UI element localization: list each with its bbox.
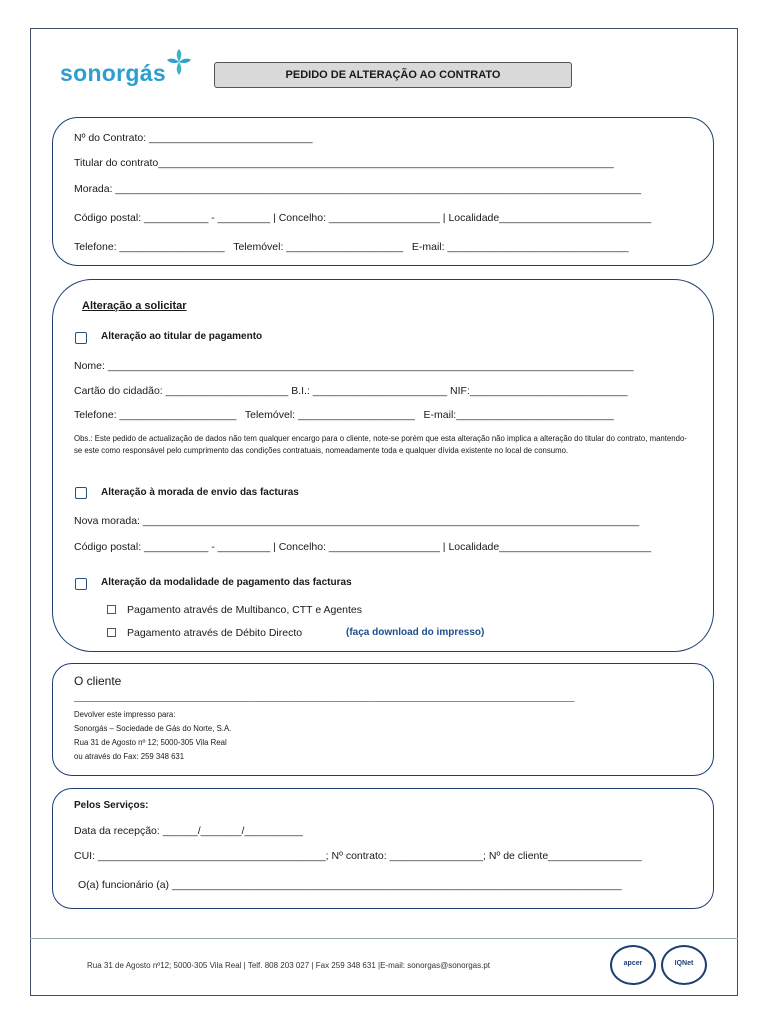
employee-field[interactable]: O(a) funcionário (a) _____________________________________________________________________________	[78, 879, 622, 891]
company-address: Rua 31 de Agosto nº 12; 5000-305 Vila Real	[74, 738, 227, 747]
holder-change-checkbox[interactable]	[75, 332, 87, 344]
phone-fields[interactable]: Telefone: __________________ Telemóvel: ____________________ E-mail: _______________________________	[74, 241, 629, 253]
apcer-label: apcer	[623, 960, 643, 967]
leaf-icon	[166, 48, 192, 76]
download-form-link[interactable]: (faça download do impresso)	[346, 627, 485, 638]
address-change-checkbox[interactable]	[75, 487, 87, 499]
new-address-field[interactable]: Nova morada: _____________________________________________________________________________________	[74, 515, 640, 527]
payment-change-label: Alteração da modalidade de pagamento das facturas	[101, 577, 352, 588]
company-fax: ou através do Fax: 259 348 631	[74, 752, 185, 761]
direct-debit-checkbox[interactable]	[107, 628, 116, 637]
new-phone-fields[interactable]: Telefone: ____________________ Telemóvel: ____________________ E-mail:___________________________	[74, 409, 614, 421]
multibanco-label: Pagamento através de Multibanco, CTT e Agentes	[127, 604, 363, 616]
postal-code-field[interactable]: Código postal: ___________ - _________ | Concelho: ___________________ | Localidade__________________________	[74, 212, 652, 224]
contract-number-field[interactable]: Nº do Contrato: ____________________________	[74, 132, 313, 144]
address-field[interactable]: Morada: __________________________________________________________________________________________	[74, 183, 641, 195]
client-signature-line[interactable]: ____________________________________________________________________________________________________	[74, 692, 575, 702]
sonorgas-logo	[60, 48, 190, 88]
footer-divider	[30, 938, 738, 939]
name-field[interactable]: Nome: __________________________________________________________________________________________	[74, 360, 634, 372]
form-title: PEDIDO DE ALTERAÇÃO AO CONTRATO	[214, 62, 572, 88]
payment-change-checkbox[interactable]	[75, 578, 87, 590]
logo-wordmark: sonorgás	[60, 60, 166, 86]
address-change-label: Alteração à morada de envio das facturas	[101, 487, 299, 498]
observation-note: Obs.: Este pedido de actualização de dados não tem qualquer encargo para o cliente, note-se porém que esta alteração não implica a alteração do titular do contrato, mantendo-se este como responsável pelo cumprimento das condições contratuais, nomeadamente toda e qualquer dívida existente no local de consumo.	[74, 434, 687, 455]
apcer-certification-badge	[610, 945, 656, 985]
change-heading: Alteração a solicitar	[82, 300, 187, 312]
footer-contact: Rua 31 de Agosto nº12; 5000-305 Vila Real | Telf. 808 203 027 | Fax 259 348 631 |E-mail: sonorgas@sonorgas.pt	[87, 961, 491, 970]
services-heading: Pelos Serviços:	[74, 800, 149, 811]
reception-date-field[interactable]: Data da recepção: ______/_______/__________	[74, 825, 303, 837]
holder-change-label: Alteração ao titular de pagamento	[101, 331, 263, 342]
contract-holder-field[interactable]: Titular do contrato______________________________________________________________________________	[74, 157, 614, 169]
iqnet-certification-badge	[661, 945, 707, 985]
multibanco-checkbox[interactable]	[107, 605, 116, 614]
direct-debit-label: Pagamento através de Débito Directo	[127, 627, 303, 639]
id-fields[interactable]: Cartão do cidadão: _____________________ B.I.: _______________________ NIF:___________________________	[74, 385, 628, 397]
iqnet-label: IQNet	[674, 960, 694, 967]
company-name: Sonorgás – Sociedade de Gás do Norte, S.A.	[74, 724, 232, 733]
client-label: O cliente	[74, 674, 122, 688]
cui-contract-client-fields[interactable]: CUI: _______________________________________; Nº contrato: ________________; Nº de cliente________________	[74, 850, 642, 862]
return-to-label: Devolver este impresso para:	[74, 710, 176, 719]
new-postal-field[interactable]: Código postal: ___________ - _________ | Concelho: ___________________ | Localidade__________________________	[74, 541, 652, 553]
